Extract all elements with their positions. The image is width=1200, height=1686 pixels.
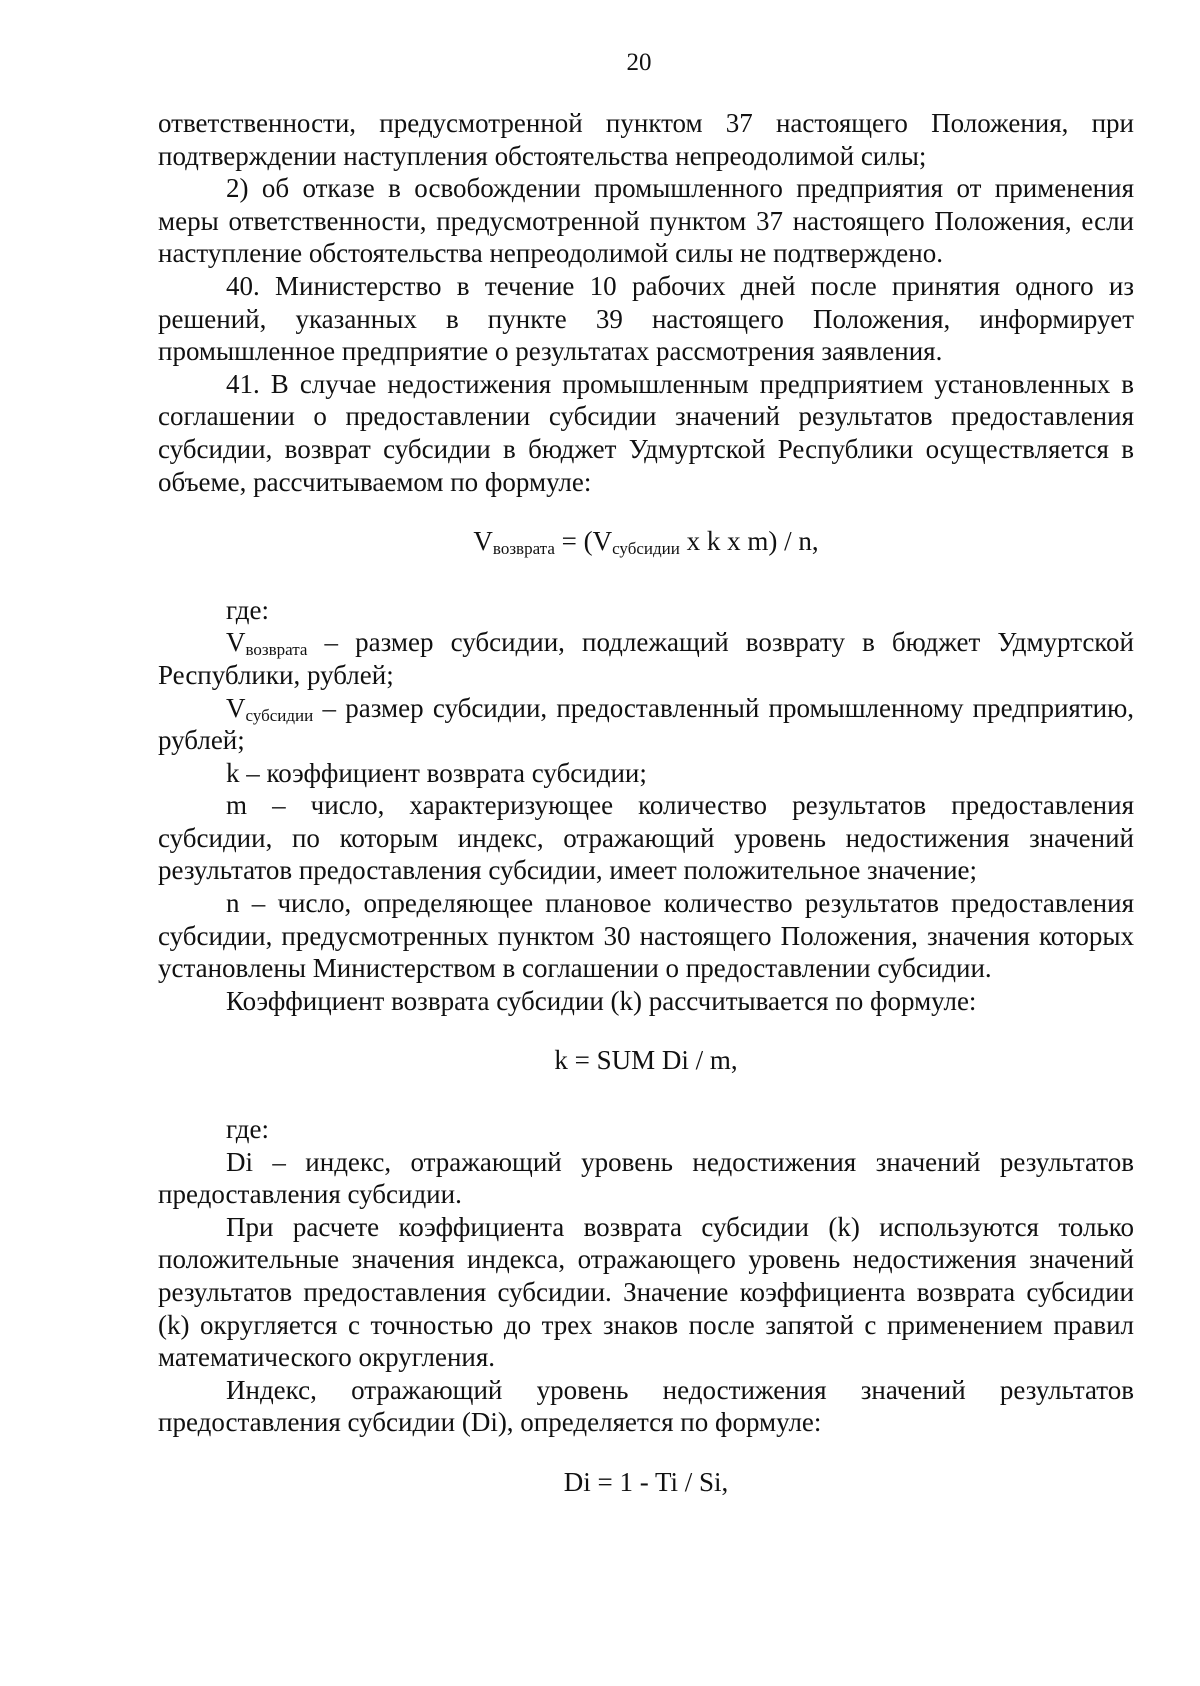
paragraph-item-2: 2) об отказе в освобождении промышленного предприятия от применения меры ответственности, предусмотренной пунктом 37 настоящего Положения, если наступление обстоятельства непреодолимой силы не подтверждено. — [158, 173, 1134, 269]
paragraph-continuation: ответственности, предусмотренной пунктом 37 настоящего Положения, при подтверждении наступления обстоятельства непреодолимой силы; — [158, 108, 1134, 171]
paragraph-k-note: При расчете коэффициента возврата субсидии (k) используются только положительные значения индекса, отражающего уровень недостижения значений результатов предоставления субсидии. Значение коэффициента возврата субсидии (k) округляется с точностью до трех знаков после запятой с применением правил математического округления. — [158, 1211, 1134, 1373]
formula-v-subsidy-subscript: субсидии — [612, 539, 680, 559]
where-label-2: где: — [226, 1114, 269, 1145]
definition-v-subsidy — [158, 692, 1134, 757]
v-subsidy-subscript: субсидии — [245, 705, 314, 725]
v-return-text: – размер субсидии, подлежащий возврату в бюджет Удмуртской Республики, рублей; — [158, 627, 1134, 690]
paragraph-clause-40: 40. Министерство в течение 10 рабочих дней после принятия одного из решений, указанных в пункте 39 настоящего Положения, информирует промышленное предприятие о результатах рассмотрения заявления. — [158, 270, 1134, 367]
v-subsidy-text: – размер субсидии, предоставленный промышленному предприятию, рублей; — [158, 692, 1134, 756]
definition-di: Di – индекс, отражающий уровень недостижения значений результатов предоставления субсидии. — [158, 1146, 1134, 1210]
page-number: 20 — [626, 49, 652, 76]
v-subsidy-symbol: V — [226, 692, 246, 723]
paragraph-di-intro: Индекс, отражающий уровень недостижения значений результатов предоставления субсидии (Di), определяется по формуле: — [158, 1374, 1134, 1438]
formula-k: k = SUM Di / m, — [554, 1045, 738, 1076]
definition-k: k – коэффициент возврата субсидии; — [226, 757, 647, 788]
formula-v-return-subscript: возврата — [492, 539, 555, 559]
formula-di: Di = 1 - Ti / Si, — [563, 1466, 729, 1497]
where-label: где: — [226, 594, 269, 625]
paragraph-clause-41: 41. В случае недостижения промышленным предприятием установленных в соглашении о предоставлении субсидии значений результатов предоставления субсидии, возврат субсидии в бюджет Удмуртской Республики осуществляется в объеме, рассчитываемом по формуле: — [158, 368, 1134, 497]
definition-m: m – число, характеризующее количество результатов предоставления субсидии, по которым индекс, отражающий уровень недостижения значений результатов предоставления субсидии, имеет положительное значение; — [158, 790, 1134, 886]
formula-v-symbol: V — [473, 526, 493, 557]
formula-rest: x k x m) / n, — [679, 526, 819, 557]
document-body — [158, 107, 1134, 1499]
paragraph-k-intro: Коэффициент возврата субсидии (k) рассчитывается по формуле: — [226, 985, 977, 1016]
v-return-symbol: V — [226, 627, 246, 658]
formula-eq-open: = (V — [554, 526, 613, 557]
definition-v-return — [158, 626, 1134, 691]
definition-n: n – число, определяющее плановое количество результатов предоставления субсидии, предусмотренных пунктом 30 настоящего Положения, значения которых установлены Министерством в соглашении о предоставлении субсидии. — [158, 888, 1134, 984]
v-return-subscript: возврата — [245, 640, 308, 660]
formula-return-volume — [158, 525, 1134, 558]
